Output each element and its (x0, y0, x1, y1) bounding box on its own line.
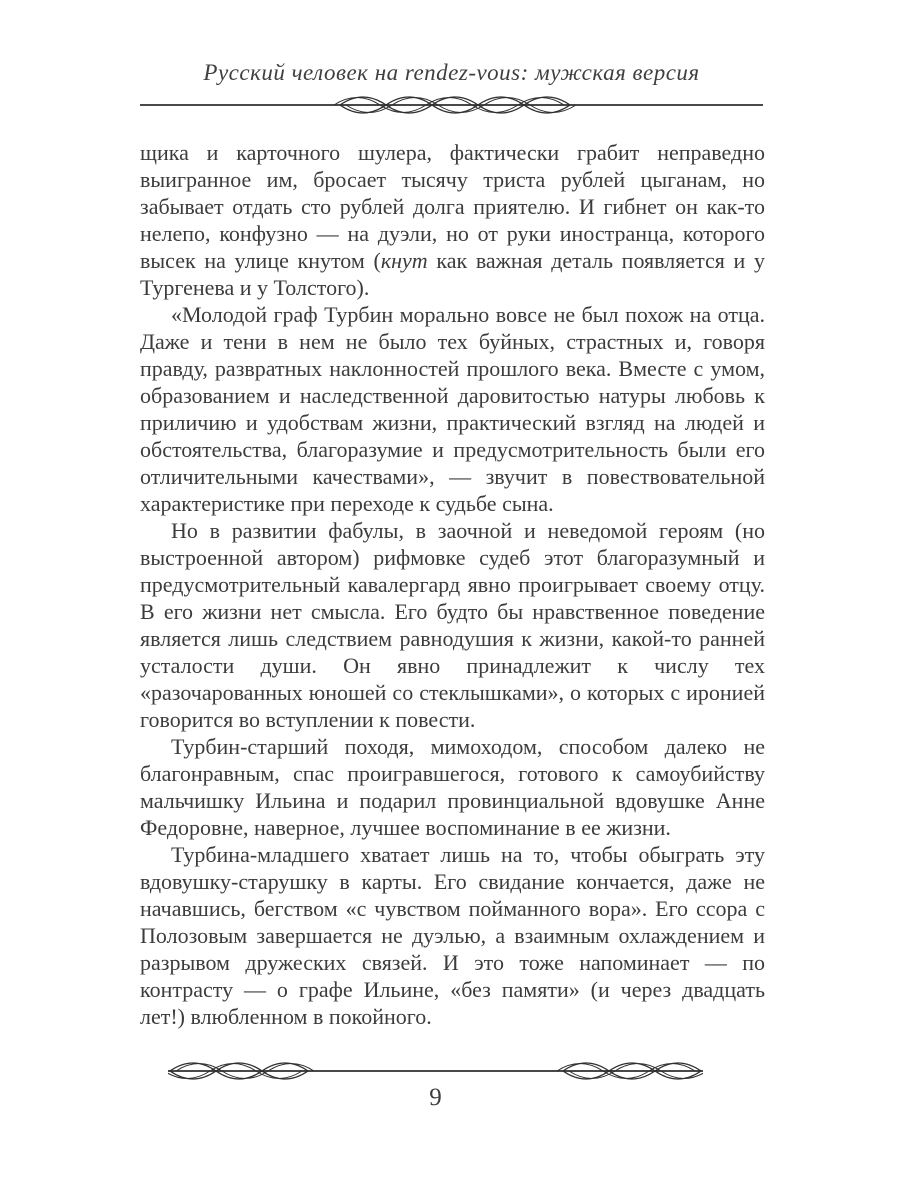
text-run: Турбина-младшего хватает лишь на то, чтобы обыграть эту вдовушку-старушку в карты. Его свидание кончается, даже не начавшись, бегством «с чувством пойманного вора». Его ссора с Полозовым завершается не дуэлью, а взаимным охлаждением и разрывом дружеских связей. И это тоже напоминает — по контрасту — о графе Ильине, «без памяти» (и через двадцать лет!) влюбленном в покойного. (140, 842, 765, 1029)
header-flourish-icon (140, 92, 763, 118)
paragraph (140, 139, 765, 301)
paragraph (140, 301, 765, 517)
text-block (140, 139, 765, 1030)
footer-rule (168, 1058, 703, 1084)
paragraph (140, 517, 765, 733)
page-number: 9 (429, 1084, 442, 1111)
header-rule (140, 92, 763, 118)
text-run: «Молодой граф Турбин морально вовсе не был похож на отца. Даже и тени в нем не было тех буйных, страстных и, говоря правду, развратных наклонностей прошлого века. Вместе с умом, образованием и наследственной даровитостью натуры любовь к приличию и удобствам жизни, практический взгляд на людей и обстоятельства, благоразумие и предусмотрительность были его отличительными качествами», — звучит в повествовательной характеристике при переходе к судьбе сына. (140, 302, 765, 516)
paragraph (140, 733, 765, 841)
running-title: Русский человек на rendez-vous: мужская версия (203, 60, 700, 85)
text-run: как важная деталь появляется и у Тургенева и у Толстого). (140, 248, 765, 300)
text-run: щика и карточного шулера, фактически грабит неправедно выигранное им, бросает тысячу триста рублей цыганам, но забывает отдать сто рублей долга приятелю. И гибнет он как-то нелепо, конфузно — на дуэли, но от руки иностранца, которого высек на улице кнутом ( (140, 140, 765, 273)
text-run: Турбин-старший походя, мимоходом, способом далеко не благонравным, спас проигравшегося, готового к самоубийству мальчишку Ильина и подарил провинциальной вдовушке Анне Федоровне, наверное, лучшее воспоминание в ее жизни. (140, 734, 765, 840)
paragraph (140, 841, 765, 1030)
footer-flourish-icon (168, 1058, 703, 1084)
italic-text: кнут (380, 248, 428, 273)
text-run: Но в развитии фабулы, в заочной и неведомой героям (но выстроенной автором) рифмовке судеб этот благоразумный и предусмотрительный кавалергард явно проигрывает своему отцу. В его жизни нет смысла. Его будто бы нравственное поведение является лишь следствием равнодушия к жизни, какой-то ранней усталости души. Он явно принадлежит к числу тех «разочарованных юношей со стеклышками», о которых с иронией говорится во вступлении к повести. (140, 518, 765, 732)
